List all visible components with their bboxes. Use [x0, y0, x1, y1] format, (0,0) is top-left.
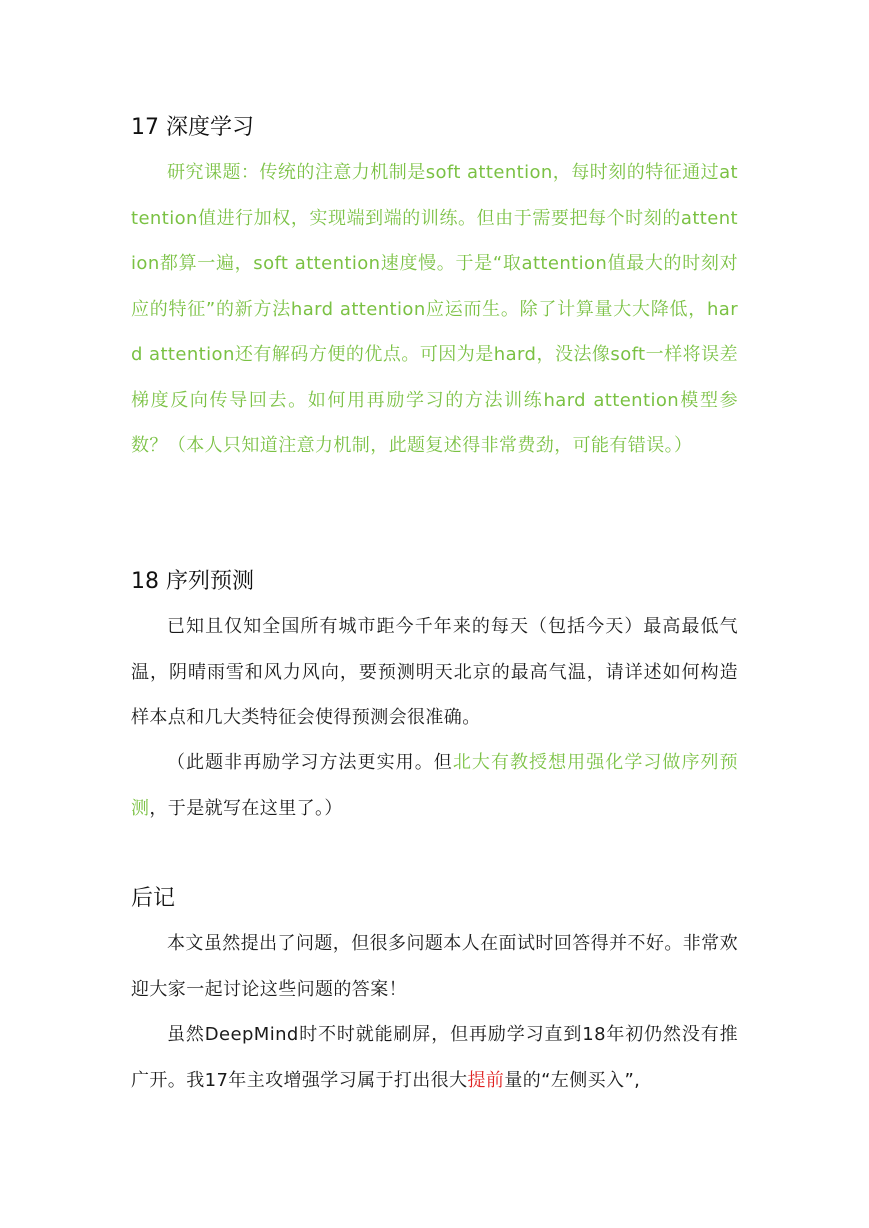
section-18-note-prefix: （此题非再励学习方法更实用。但: [167, 752, 453, 773]
postscript-paragraph-1: 本文虽然提出了问题，但很多问题本人在面试时回答得并不好。非常欢迎大家一起讨论这些问题的答案！: [131, 933, 738, 1000]
section-17-heading: 17 深度学习: [131, 115, 254, 140]
postscript-text-suffix: 量的“左侧买入”,: [504, 1069, 641, 1091]
postscript-text-prefix: 虽然DeepMind时不时就能刷屏，但再励学习直到18年初仍然没有推广开。我17年主攻增强学习属于打出很大: [131, 1024, 738, 1091]
postscript-paragraph-2: [131, 1012, 738, 1103]
section-18-paragraph-1: 已知且仅知全国所有城市距今千年来的每天（包括今天）最高最低气温，阴晴雨雪和风力风向，要预测明天北京的最高气温，请详述如何构造样本点和几大类特征会使得预测会很准确。: [131, 616, 738, 728]
postscript-heading: 后记: [131, 886, 176, 911]
section-18-note-suffix: ，于是就写在这里了。）: [149, 797, 343, 819]
section-18-heading: 18 序列预测: [131, 569, 254, 594]
postscript-highlight: 提前: [467, 1069, 505, 1091]
section-18-paragraph-2: [131, 740, 738, 831]
section-17-paragraph: 研究课题：传统的注意力机制是soft attention，每时刻的特征通过attention值进行加权，实现端到端的训练。但由于需要把每个时刻的attention都算一遍，soft attention速度慢。于是“取attention值最大的时刻对应的特征”的新方法hard attention应运而生。除了计算量大大降低，hard attention还有解码方便的优点。可因为是hard，没法像soft一样将误差梯度反向传导回去。如何用再励学习的方法训练hard attention模型参数？（本人只知道注意力机制，此题复述得非常费劲，可能有错误。）: [131, 162, 738, 456]
section-18-note-highlight: 北大有教授想用强化学习做序列预测: [131, 752, 738, 819]
